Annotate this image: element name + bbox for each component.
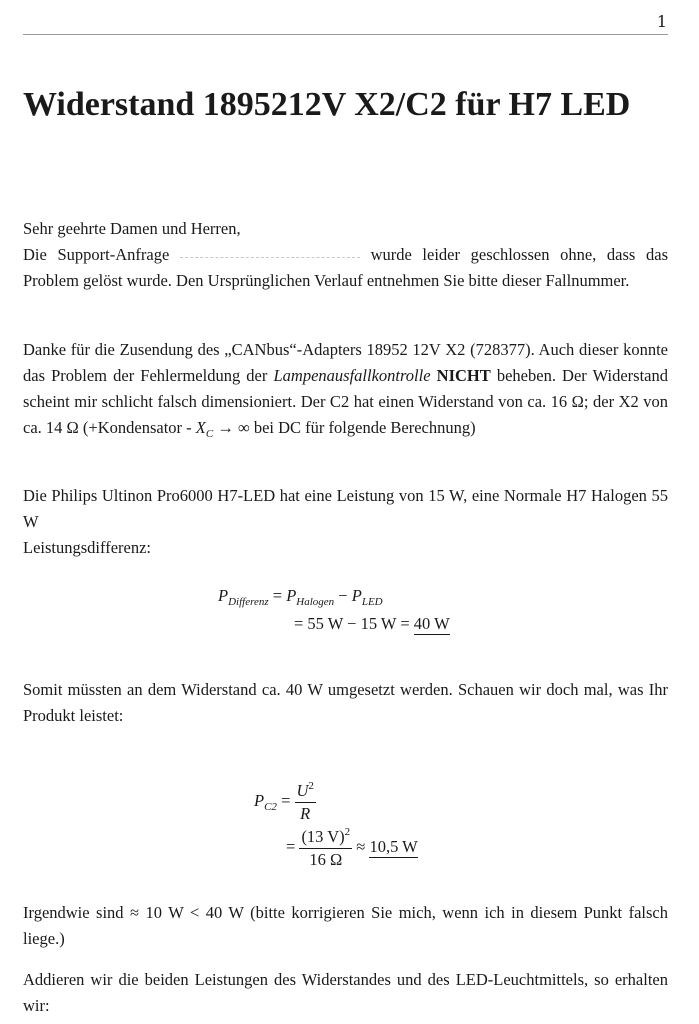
paragraph-resistor-power: Somit müssten an dem Widerstand ca. 40 W umgesetzt werden. Schauen wir doch mal, was Ihr Produkt leistet: xyxy=(23,680,668,725)
paragraph-led-power xyxy=(23,483,668,561)
paragraph-support-request xyxy=(23,242,668,294)
header-rule xyxy=(23,34,668,35)
eq2-den1: R xyxy=(300,804,311,823)
para3-line1: Die Philips Ultinon Pro6000 H7-LED hat eine Leistung von 15 W, eine Normale H7 Halogen 55 W xyxy=(23,486,668,531)
eq1-lhs-sub: Differenz xyxy=(228,596,269,608)
equation2-line1: $P_{C2}$ = $\frac{U^2}{R}$ xyxy=(254,780,314,823)
eq2-lhs: P xyxy=(254,790,265,810)
eq2-fraction1 xyxy=(295,780,316,824)
paragraph-canbus-adapter xyxy=(23,337,668,447)
eq2-fraction2 xyxy=(299,826,352,870)
eq1-line2: = 55 W − 15 W = xyxy=(294,614,410,633)
eq2-approx: ≈ xyxy=(356,836,366,856)
eq2-num2: (13 V) xyxy=(301,827,345,846)
para2-part2: beheben. Der Widerstand scheint mir schlicht falsch dimensioniert. Der C2 hat einen Widerstand von ca. 16 Ω; der X2 von ca. 14 Ω (+Kondensator - xyxy=(23,366,668,437)
document-title: Widerstand 1895212V X2/C2 für H7 LED xyxy=(23,86,631,123)
eq1-term1-sub: Halogen xyxy=(296,596,335,608)
para3-line2: Leistungsdifferenz: xyxy=(23,538,151,557)
xc-symbol: X xyxy=(195,418,206,437)
page-number: 1 xyxy=(656,12,667,31)
eq1-lhs: P xyxy=(218,586,229,605)
eq1-result: 40 W xyxy=(413,614,450,633)
eq1-term1: P xyxy=(286,586,297,605)
eq2-den2: 16 Ω xyxy=(309,850,343,869)
eq1-term2: P xyxy=(351,586,362,605)
para1-before: Die Support-Anfrage xyxy=(23,245,170,264)
eq2-num2-sup: 2 xyxy=(344,826,351,838)
equation2-line2: = $\frac{(13 V)^2}{16 \Omega}$ ≈ 10,5 W xyxy=(286,826,418,869)
eq2-num1-sup: 2 xyxy=(308,780,314,792)
xc-subscript: C xyxy=(205,428,214,440)
eq2-num1: U xyxy=(296,781,309,800)
paragraph-comparison: Irgendwie sind ≈ 10 W < 40 W (bitte korrigieren Sie mich, wenn ich in diesem Punkt falsch liege.) xyxy=(23,903,668,948)
equation1-line1: $P_{Differenz} = P_{Halogen} - P_{LED}$ xyxy=(218,586,383,608)
salutation: Sehr geehrte Damen und Herren, xyxy=(23,219,241,238)
eq2-lhs-sub: C2 xyxy=(264,800,277,813)
paragraph-sum: Addieren wir die beiden Leistungen des Widerstandes und des LED-Leuchtmittels, so erhalten wir: xyxy=(23,970,668,1015)
eq2-result: 10,5 W xyxy=(369,836,418,856)
equation1-line2 xyxy=(294,614,450,634)
para2-bold: NICHT xyxy=(436,366,491,385)
redacted-case-number xyxy=(180,255,360,258)
eq1-term2-sub: LED xyxy=(361,596,383,608)
para2-emphasis: Lampenausfallkontrolle xyxy=(273,366,431,385)
para1-after: wurde leider geschlossen ohne, dass das Problem gelöst wurde. Den Ursprünglichen Verlauf entnehmen Sie bitte dieser Fallnummer. xyxy=(23,245,668,290)
para2-part3: → ∞ bei DC für folgende Berechnung) xyxy=(217,418,476,437)
para2-part1: Danke für die Zusendung des „CANbus“-Adapters 18952 12V X2 (728377). Auch dieser konnte das Problem der Fehlermeldung der xyxy=(23,340,668,385)
